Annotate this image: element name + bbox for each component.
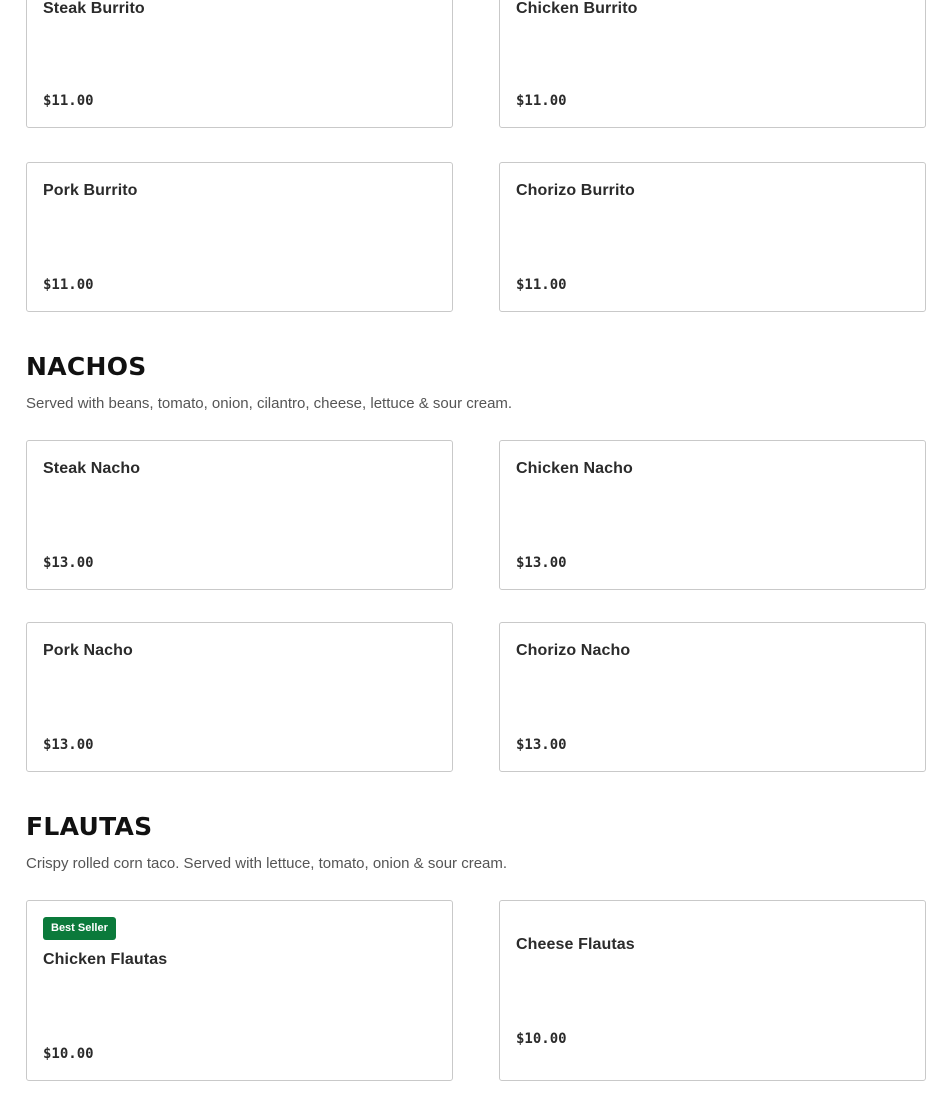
menu-item-card[interactable] — [26, 0, 453, 128]
menu-item-name: Chorizo Burrito — [516, 182, 635, 199]
menu-item-card[interactable] — [26, 900, 453, 1081]
menu-item-name: Pork Nacho — [43, 642, 133, 659]
menu-item-name: Steak Nacho — [43, 460, 141, 477]
menu-item-card[interactable] — [499, 622, 926, 772]
menu-item-price: $11.00 — [516, 277, 567, 293]
menu-item-price: $13.00 — [516, 555, 567, 571]
menu-item-price: $10.00 — [516, 1031, 567, 1047]
menu-item-name: Chorizo Nacho — [516, 642, 631, 659]
menu-item-card[interactable] — [499, 0, 926, 128]
menu-item-card[interactable] — [26, 162, 453, 312]
menu-item-name: Chicken Flautas — [43, 951, 168, 968]
menu-item-card[interactable] — [499, 900, 926, 1081]
menu-item-price: $11.00 — [43, 93, 94, 109]
menu-item-price: $13.00 — [43, 737, 94, 753]
menu-item-price: $13.00 — [43, 555, 94, 571]
menu-item-name: Steak Burrito — [43, 0, 145, 17]
section-description-nachos: Served with beans, tomato, onion, cilantro, cheese, lettuce & sour cream. — [26, 395, 513, 412]
menu-item-price: $13.00 — [516, 737, 567, 753]
menu-item-card[interactable] — [499, 440, 926, 590]
menu-item-name: Chicken Burrito — [516, 0, 638, 17]
menu-item-card[interactable] — [26, 440, 453, 590]
menu-item-price: $10.00 — [43, 1046, 94, 1062]
section-description-flautas: Crispy rolled corn taco. Served with lettuce, tomato, onion & sour cream. — [26, 855, 508, 872]
menu-item-card[interactable] — [499, 162, 926, 312]
menu-item-price: $11.00 — [43, 277, 94, 293]
menu-item-name: Chicken Nacho — [516, 460, 633, 477]
section-title-nachos: NACHOS — [26, 352, 147, 381]
menu-item-name: Pork Burrito — [43, 182, 138, 199]
menu-item-price: $11.00 — [516, 93, 567, 109]
menu-item-name: Cheese Flautas — [516, 936, 635, 953]
menu-item-card[interactable] — [26, 622, 453, 772]
section-title-flautas: FLAUTAS — [26, 812, 153, 841]
best-seller-badge: Best Seller — [43, 917, 116, 940]
